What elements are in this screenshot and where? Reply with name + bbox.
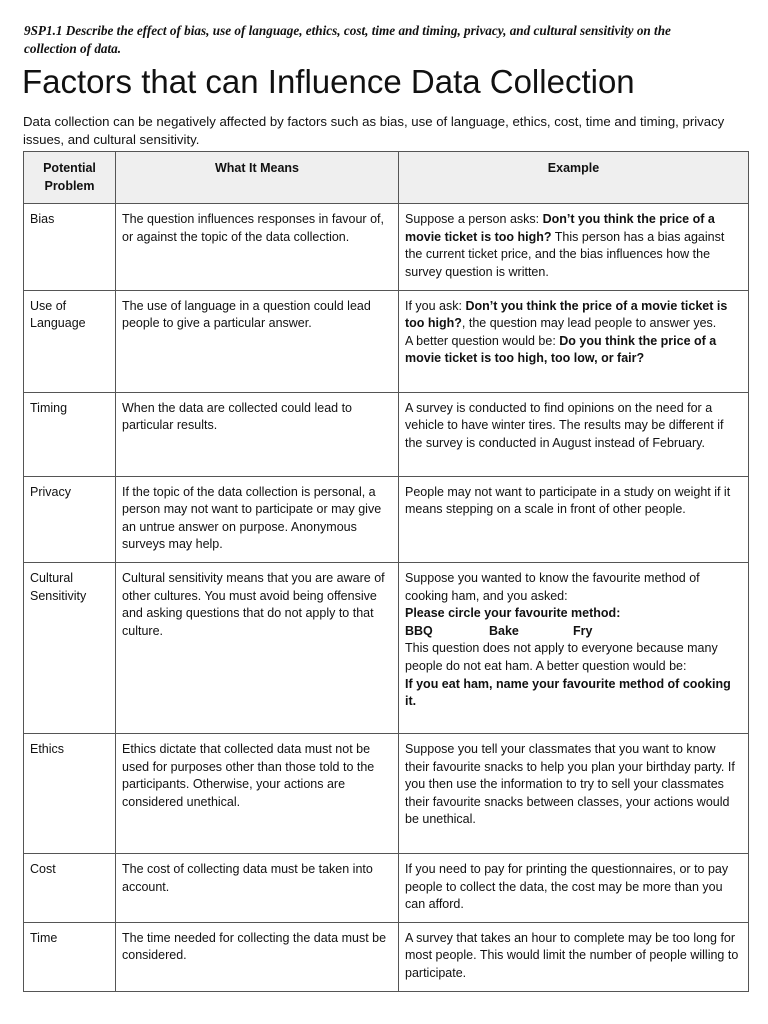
problem-cell: Time — [24, 922, 116, 991]
example-better-question: Do you think the price of a movie ticket is too high, too low, or fair? — [405, 333, 717, 366]
table-row — [24, 922, 749, 991]
meaning-cell: If the topic of the data collection is personal, a person may not want to participate or may give an untrue answer on purpose. Anonymous surveys may help. — [116, 476, 399, 562]
header-potential-problem: Potential Problem — [24, 152, 116, 204]
example-cell: People may not want to participate in a study on weight if it means stepping on a scale in front of other people. — [399, 476, 749, 562]
meaning-cell: The use of language in a question could lead people to give a particular answer. — [116, 290, 399, 392]
example-cell: If you need to pay for printing the questionnaires, or to pay people to collect the data, the cost may be more than you can afford. — [399, 853, 749, 922]
method-option: Bake — [489, 623, 519, 638]
table-row — [24, 204, 749, 290]
example-cell — [399, 290, 749, 392]
problem-cell: Bias — [24, 204, 116, 290]
meaning-cell: When the data are collected could lead to particular results. — [116, 392, 399, 476]
header-example: Example — [399, 152, 749, 204]
example-text: A better question would be: — [405, 333, 560, 348]
example-better-question: If you eat ham, name your favourite method of cooking it. — [405, 676, 731, 709]
example-question: Don’t you think the price of a movie ticket is too high? — [405, 212, 715, 244]
example-text: This question does not apply to everyone because many people do not eat ham. A better question would be: — [405, 641, 718, 673]
problem-cell: Cost — [24, 853, 116, 922]
example-question: Don’t you think the price of a movie ticket is too high? — [405, 298, 728, 331]
example-cell — [399, 562, 749, 733]
table-row — [24, 392, 749, 476]
problem-cell: Use of Language — [24, 290, 116, 392]
factors-table — [23, 151, 749, 992]
example-cell: A survey is conducted to find opinions on the need for a vehicle to have winter tires. The results may be different if the survey is conducted in August instead of February. — [399, 392, 749, 476]
table-row — [24, 290, 749, 392]
method-option: BBQ — [405, 623, 433, 638]
example-text: If you ask: — [405, 298, 466, 313]
meaning-cell: The question influences responses in favour of, or against the topic of the data collection. — [116, 204, 399, 290]
table-row — [24, 476, 749, 562]
problem-cell: Ethics — [24, 733, 116, 853]
example-text: Suppose a person asks: — [405, 212, 543, 227]
header-what-it-means: What It Means — [116, 152, 399, 204]
table-row — [24, 853, 749, 922]
meaning-cell: Ethics dictate that collected data must not be used for purposes other than those told to the participants. Otherwise, your actions are considered unethical. — [116, 733, 399, 853]
table-row — [24, 733, 749, 853]
example-text: Suppose you wanted to know the favourite method of cooking ham, and you asked: — [405, 570, 700, 603]
example-text: , the question may lead people to answer yes. — [461, 316, 717, 331]
meaning-cell: Cultural sensitivity means that you are aware of other cultures. You must avoid being offensive and asking questions that do not apply to that culture. — [116, 562, 399, 733]
example-text: This person has a bias against the current ticket price, and the bias influences how the survey question is written. — [405, 229, 725, 279]
meaning-cell: The cost of collecting data must be taken into account. — [116, 853, 399, 922]
learning-objective: 9SP1.1 Describe the effect of bias, use of language, ethics, cost, time and timing, privacy, and cultural sensitivity on the collection of data. — [24, 23, 671, 56]
meaning-cell: The time needed for collecting the data must be considered. — [116, 922, 399, 991]
intro-paragraph: Data collection can be negatively affected by factors such as bias, use of language, ethics, cost, time and timing, privacy issues, and cultural sensitivity. — [23, 114, 725, 147]
problem-cell: Cultural Sensitivity — [24, 562, 116, 733]
table-header-row — [24, 152, 749, 204]
problem-cell: Privacy — [24, 476, 116, 562]
example-cell — [399, 204, 749, 290]
example-cell: A survey that takes an hour to complete may be too long for most people. This would limit the number of people willing to participate. — [399, 922, 749, 991]
example-cell: Suppose you tell your classmates that you want to know their favourite snacks to help you plan your birthday party. If you then use the information to try to sell your classmates their favourite snacks between classes, your actions would be unethical. — [399, 733, 749, 853]
example-question: Please circle your favourite method: — [405, 606, 621, 621]
method-option: Fry — [573, 623, 593, 638]
problem-cell: Timing — [24, 392, 116, 476]
page-title: Factors that can Influence Data Collection — [22, 63, 635, 100]
table-row — [24, 562, 749, 733]
